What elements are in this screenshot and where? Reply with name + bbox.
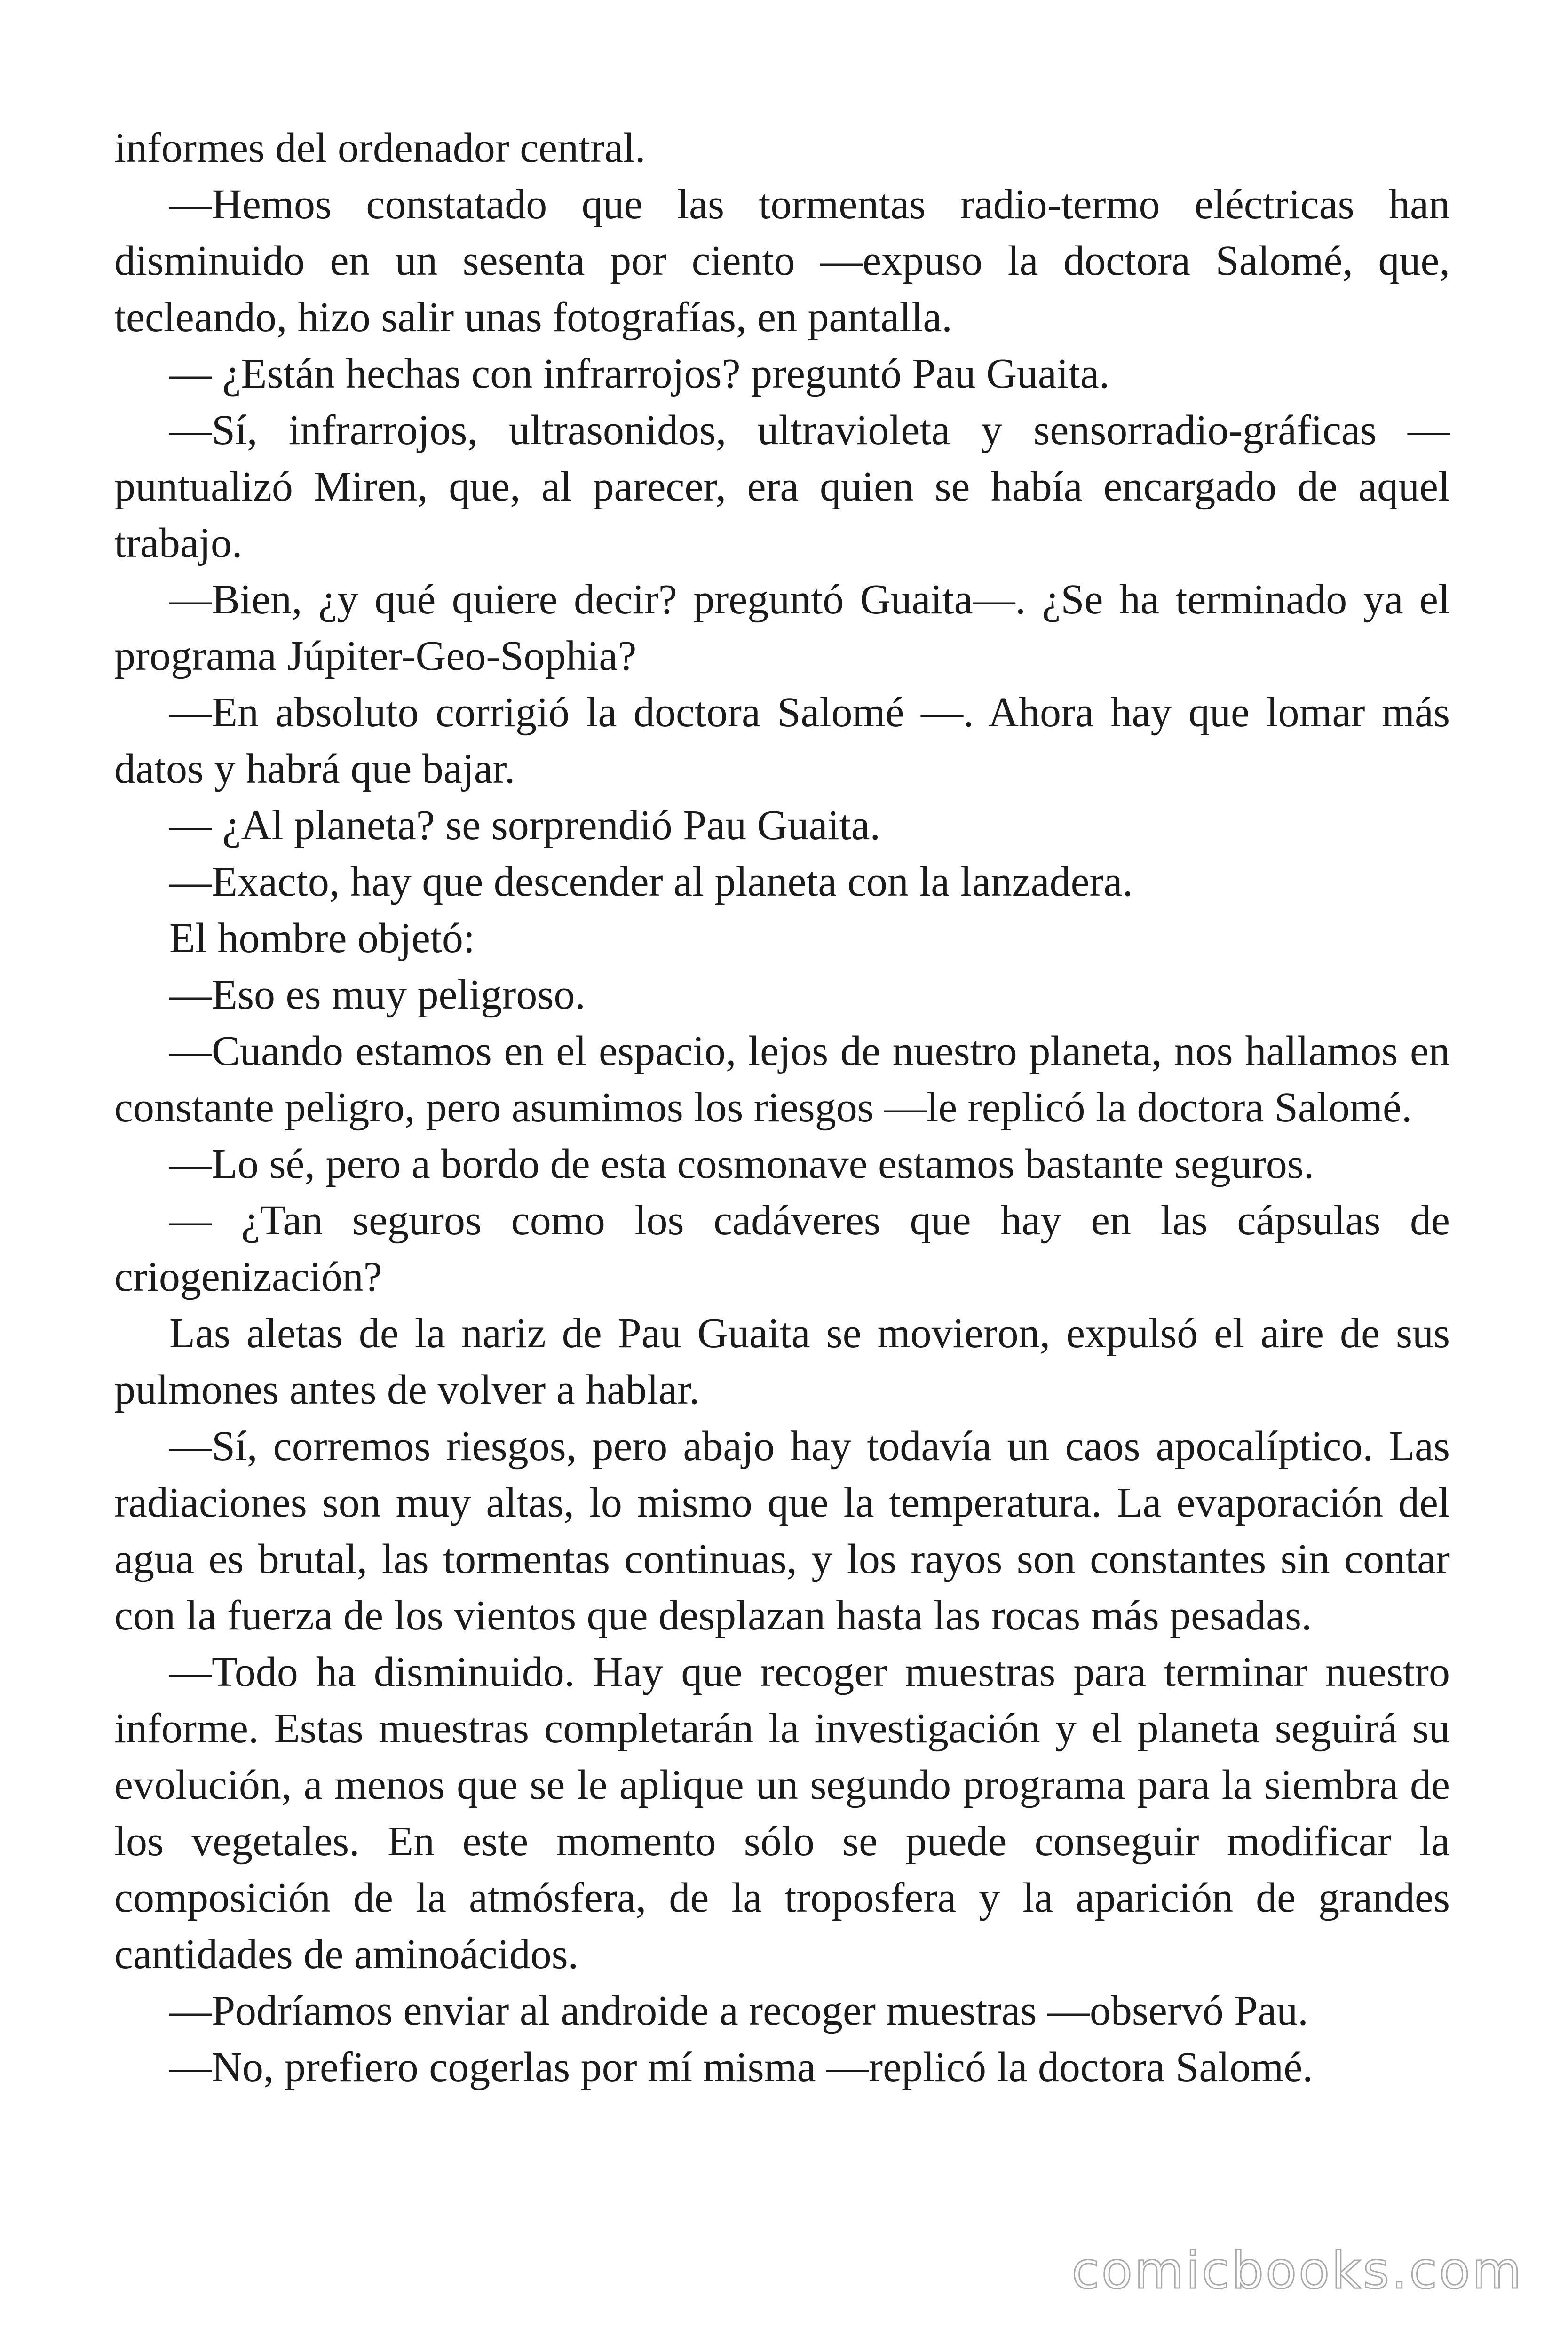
paragraph-17: —Podríamos enviar al androide a recoger muestras —observó Pau. [169, 1987, 1308, 2034]
paragraph-4: —Sí, infrarrojos, ultrasonidos, ultravioleta y sensorradio-gráficas — puntualizó Miren, que, al parecer, era quien se había encargado de aquel trabajo. [114, 407, 1450, 566]
paragraph-7: — ¿Al planeta? se sorprendió Pau Guaita. [169, 802, 881, 849]
paragraph-18: —No, prefiero cogerlas por mí misma —replicó la doctora Salomé. [169, 2044, 1313, 2090]
paragraph-16: —Todo ha disminuido. Hay que recoger muestras para terminar nuestro informe. Estas muestras completarán la investigación y el planeta seguirá su evolución, a menos que se le aplique un segundo programa para la siembra de los vegetales. En este momento sólo se puede conseguir modificar la composición de la atmósfera, de la troposfera y la aparición de grandes cantidades de aminoácidos. [114, 1649, 1450, 1978]
paragraph-2: —Hemos constatado que las tormentas radio-termo eléctricas han disminuido en un sesenta por ciento —expuso la doctora Salomé, que, tecleando, hizo salir unas fotografías, en pantalla. [114, 181, 1450, 341]
paragraph-14: Las aletas de la nariz de Pau Guaita se movieron, expulsó el aire de sus pulmones antes de volver a hablar. [114, 1310, 1450, 1413]
paragraph-6: —En absoluto corrigió la doctora Salomé —. Ahora hay que lomar más datos y habrá que bajar. [114, 689, 1450, 792]
watermark: comicbooks.com [1071, 2241, 1523, 2300]
paragraph-13: — ¿Tan seguros como los cadáveres que hay en las cápsulas de criogenización? [114, 1197, 1450, 1300]
paragraph-1: informes del ordenador central. [114, 125, 646, 171]
page-body [114, 120, 1450, 2096]
paragraph-12: —Lo sé, pero a bordo de esta cosmonave estamos bastante seguros. [169, 1141, 1315, 1187]
paragraph-3: — ¿Están hechas con infrarrojos? preguntó Pau Guaita. [169, 350, 1110, 397]
paragraph-9: El hombre objetó: [169, 915, 475, 961]
paragraph-5: —Bien, ¿y qué quiere decir? preguntó Guaita—. ¿Se ha terminado ya el programa Júpiter-Geo-Sophia? [114, 576, 1450, 679]
paragraph-10: —Eso es muy peligroso. [169, 971, 586, 1018]
paragraph-8: —Exacto, hay que descender al planeta con la lanzadera. [169, 858, 1133, 905]
paragraph-11: —Cuando estamos en el espacio, lejos de nuestro planeta, nos hallamos en constante peligro, pero asumimos los riesgos —le replicó la doctora Salomé. [114, 1028, 1450, 1131]
paragraph-15: —Sí, corremos riesgos, pero abajo hay todavía un caos apocalíptico. Las radiaciones son muy altas, lo mismo que la temperatura. La evaporación del agua es brutal, las tormentas continuas, y los rayos son constantes sin contar con la fuerza de los vientos que desplazan hasta las rocas más pesadas. [114, 1423, 1450, 1639]
